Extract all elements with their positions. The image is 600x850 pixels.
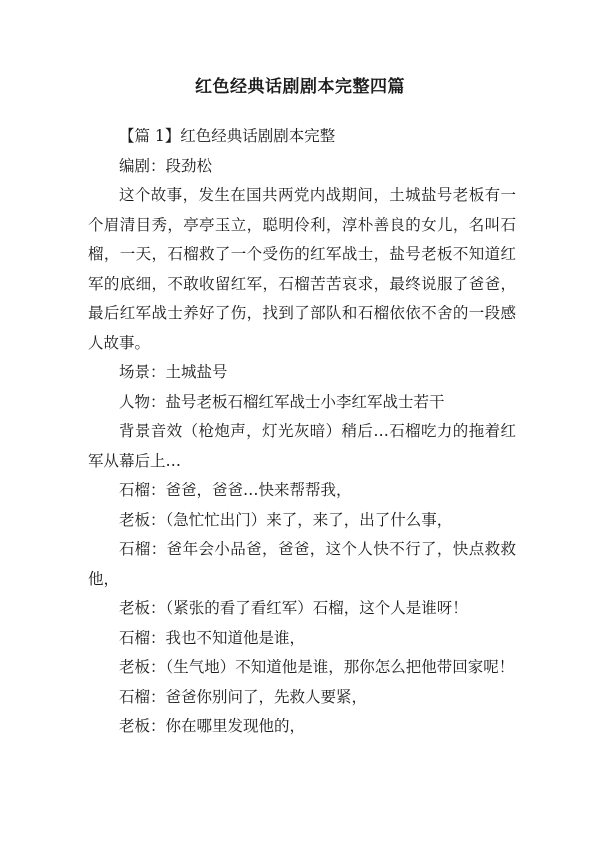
dialogue-line: 石榴：爸爸，爸爸…快来帮帮我， [119, 481, 352, 499]
dialogue-line: 老板：你在哪里发现他的， [119, 717, 306, 735]
dialogue-line: 石榴：我也不知道他是谁， [119, 628, 306, 647]
document-title: 红色经典话剧剧本完整四篇 [195, 77, 405, 97]
story-synopsis: 这个故事，发生在国共两党内战期间，土城盐号老板有一个眉清目秀，亭亭玉立，聪明伶利，淳朴善良的女儿，名叫石榴，一天，石榴救了一个受伤的红军战士，盐号老板不知道红军的底细，不敢收留红军，石榴苦苦哀求，最终说服了爸爸，最后红军战士养好了伤，找到了部队和石榴依依不舍的一段感人故事。 [88, 186, 516, 352]
dialogue-line: 老板：（紧张的看了看红军）石榴，这个人是谁呀！ [119, 599, 468, 617]
author-line: 编剧：段劲松 [119, 156, 213, 175]
dialogue-line: 石榴：爸年会小品爸，爸爸，这个人快不行了，快点救救他， [88, 540, 516, 588]
dialogue-line: 老板：（急忙忙出门）来了，来了，出了什么事， [119, 510, 453, 529]
section-heading: 【篇 1】红色经典话剧剧本完整 [119, 127, 336, 145]
dialogue-line: 石榴：爸爸你别问了，先救人要紧， [119, 687, 368, 706]
scene-line: 场景：土城盐号 [119, 363, 228, 381]
dialogue-line: 老板：（生气地）不知道他是谁，那你怎么把他带回家呢！ [119, 658, 515, 676]
document-body [88, 122, 516, 742]
characters-line: 人物：盐号老板石榴红军战士小李红军战士若干 [119, 392, 445, 411]
stage-direction: 背景音效（枪炮声，灯光灰暗）稍后…石榴吃力的拖着红军从幕后上… [88, 422, 516, 470]
